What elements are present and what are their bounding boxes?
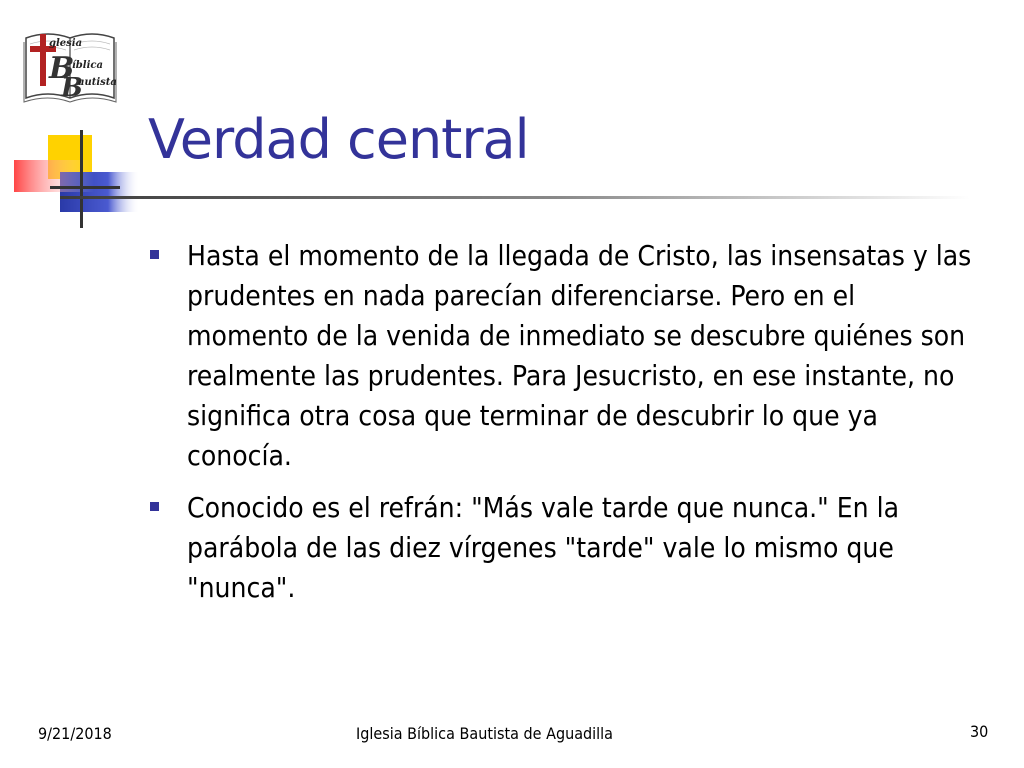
svg-text:B: B <box>49 51 75 86</box>
church-logo <box>22 28 118 108</box>
svg-text:B: B <box>61 73 83 103</box>
page-number: 30 <box>970 722 989 741</box>
footer-organization: Iglesia Bíblica Bautista de Aguadilla <box>356 724 614 743</box>
footer-date: 9/21/2018 <box>38 724 112 743</box>
square-bullet-icon <box>150 250 159 259</box>
cross-icon <box>40 34 46 86</box>
bullet-text: Hasta el momento de la llegada de Cristo, las insensatas y las prudentes en nada parecían diferenciarse. Pero en el momento de la venida de inmediato se descubre quiénes son realmente las prudentes. Para Jesucristo, en ese instante, no significa otra cosa que terminar de descubrir lo que ya conocía. <box>187 239 972 472</box>
title-underline <box>60 196 970 199</box>
logo-word-2: íblica <box>72 60 103 71</box>
bullet-item <box>150 488 980 608</box>
square-bullet-icon <box>150 502 159 511</box>
decorative-blocks <box>10 130 150 230</box>
slide-title: Verdad central <box>148 108 529 171</box>
bullet-item <box>150 236 980 476</box>
bullet-list <box>150 236 980 620</box>
bullet-text: Conocido es el refrán: "Más vale tarde que nunca." En la parábola de las diez vírgenes "tarde" vale lo mismo que "nunca". <box>187 491 900 604</box>
logo-word-1: glesia <box>49 38 83 49</box>
logo-word-3: autista <box>78 77 117 88</box>
